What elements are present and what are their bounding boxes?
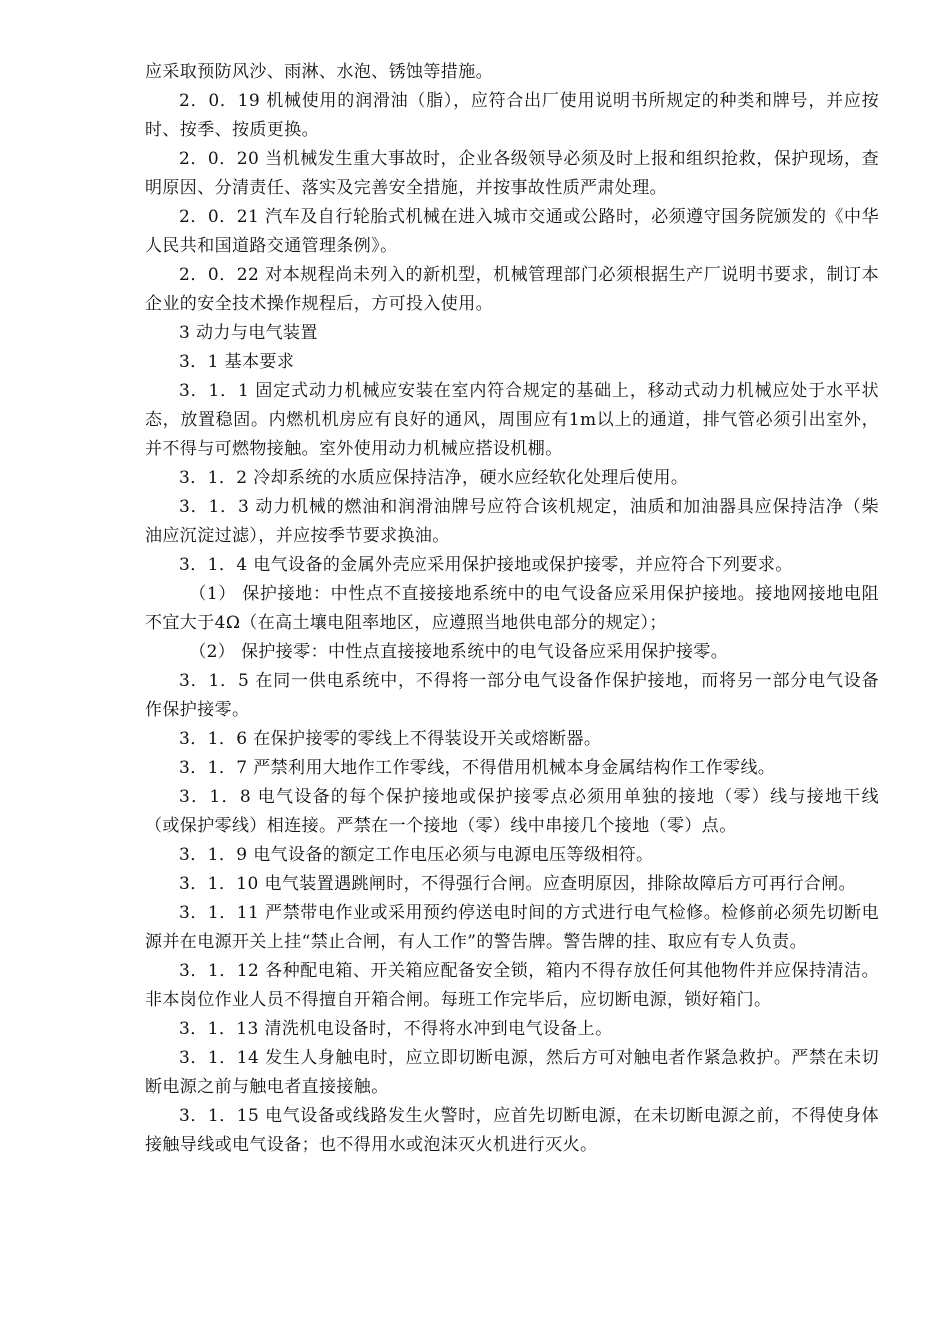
clause-3-1-3: 3．1．3 动力机械的燃油和润滑油牌号应符合该机规定，油质和加油器具应保持洁净（柴油应沉淀过滤），并应按季节要求换油。 [145,497,879,546]
clause-3-1-4: 3．1．4 电气设备的金属外壳应采用保护接地或保护接零，并应符合下列要求。 [179,555,793,575]
clause-2-0-22: 2．0．22 对本规程尚未列入的新机型，机械管理部门必须根据生产厂说明书要求，制订本企业的安全技术操作规程后，方可投入使用。 [145,265,879,314]
clause-3-1-4-item-2: （2） 保护接零：中性点直接接地系统中的电气设备应采用保护接零。 [189,642,729,662]
clause-3-1-12: 3．1．12 各种配电箱、开关箱应配备安全锁，箱内不得存放任何其他物件并应保持清洁。非本岗位作业人员不得擅自开箱合闸。每班工作完毕后，应切断电源，锁好箱门。 [145,961,879,1010]
clause-3-1-5: 3．1．5 在同一供电系统中，不得将一部分电气设备作保护接地，而将另一部分电气设备作保护接零。 [145,671,879,720]
paragraph-continuation: 应采取预防风沙、雨淋、水泡、锈蚀等措施。 [145,62,493,82]
clause-3-1-1: 3．1．1 固定式动力机械应安装在室内符合规定的基础上，移动式动力机械应处于水平状态，放置稳固。内燃机机房应有良好的通风，周围应有1m以上的通道，排气管必须引出室外，并不得与可燃物接触。室外使用动力机械应搭设机棚。 [145,381,879,459]
clause-2-0-20: 2．0．20 当机械发生重大事故时，企业各级领导必须及时上报和组织抢救，保护现场，查明原因、分清责任、落实及完善安全措施，并按事故性质严肃处理。 [145,149,879,198]
clause-2-0-19: 2．0．19 机械使用的润滑油（脂），应符合出厂使用说明书所规定的种类和牌号，并应按时、按季、按质更换。 [145,91,879,140]
clause-3-1-7: 3．1．7 严禁利用大地作工作零线，不得借用机械本身金属结构作工作零线。 [179,758,776,778]
clause-3-1-4-item-1: （1） 保护接地：中性点不直接接地系统中的电气设备应采用保护接地。接地网接地电阻不宜大于4Ω（在高土壤电阻率地区，应遵照当地供电部分的规定）； [145,584,879,633]
section-heading-3: 3 动力与电气装置 [179,323,318,343]
clause-3-1-8: 3．1．8 电气设备的每个保护接地或保护接零点必须用单独的接地（零）线与接地干线（或保护零线）相连接。严禁在一个接地（零）线中串接几个接地（零）点。 [145,787,879,836]
clause-3-1-11: 3．1．11 严禁带电作业或采用预约停送电时间的方式进行电气检修。检修前必须先切断电源并在电源开关上挂“禁止合闸，有人工作”的警告牌。警告牌的挂、取应有专人负责。 [145,903,879,952]
clause-2-0-21: 2．0．21 汽车及自行轮胎式机械在进入城市交通或公路时，必须遵守国务院颁发的《中华人民共和国道路交通管理条例》。 [145,207,879,256]
document-body [145,58,879,1160]
clause-3-1-10: 3．1．10 电气装置遇跳闸时，不得强行合闸。应查明原因，排除故障后方可再行合闸。 [179,874,857,894]
clause-3-1-13: 3．1．13 清洗机电设备时，不得将水冲到电气设备上。 [179,1019,613,1039]
clause-3-1-9: 3．1．9 电气设备的额定工作电压必须与电源电压等级相符。 [179,845,654,865]
clause-3-1-6: 3．1．6 在保护接零的零线上不得装设开关或熔断器。 [179,729,602,749]
clause-3-1-15: 3．1．15 电气设备或线路发生火警时，应首先切断电源，在未切断电源之前，不得使身体接触导线或电气设备；也不得用水或泡沫灭火机进行灭火。 [145,1106,879,1155]
subsection-heading-3-1: 3．1 基本要求 [179,352,295,372]
clause-3-1-2: 3．1．2 冷却系统的水质应保持洁净，硬水应经软化处理后使用。 [179,468,689,488]
clause-3-1-14: 3．1．14 发生人身触电时，应立即切断电源，然后方可对触电者作紧急救护。严禁在未切断电源之前与触电者直接接触。 [145,1048,879,1097]
